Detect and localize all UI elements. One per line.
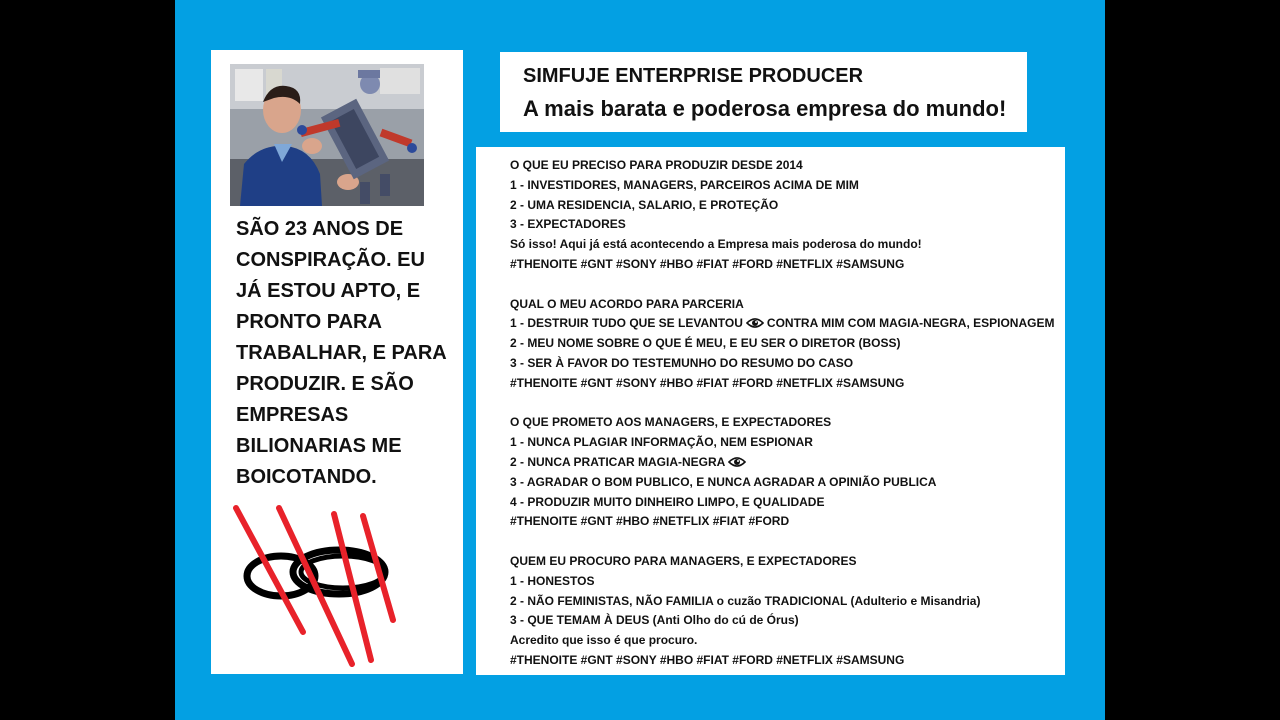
list-item: Acredito que isso é que procuro.: [510, 633, 698, 648]
list-item: 4 - PRODUZIR MUITO DINHEIRO LIMPO, E QUALIDADE: [510, 494, 825, 509]
eye-icon: [728, 455, 746, 475]
section-heading: QUAL O MEU ACORDO PARA PARCERIA: [510, 296, 744, 311]
title-company-name: SIMFUJE ENTERPRISE PRODUCER: [523, 65, 864, 87]
list-item: 3 - SER À FAVOR DO TESTEMUNHO DO RESUMO DO CASO: [510, 355, 854, 370]
hashtags: #THENOITE #GNT #SONY #HBO #FIAT #FORD #NETFLIX #SAMSUNG: [510, 256, 905, 271]
section-heading: O QUE PROMETO AOS MANAGERS, E EXPECTADORES: [510, 415, 832, 430]
list-item: 1 - NUNCA PLAGIAR INFORMAÇÃO, NEM ESPIONAR: [510, 435, 813, 450]
section-heading: O QUE EU PRECISO PARA PRODUZIR DESDE 2014: [510, 158, 803, 172]
content-list: [510, 156, 1060, 671]
hashtags: #THENOITE #GNT #HBO #NETFLIX #FIAT #FORD: [510, 514, 790, 529]
list-item-text: 1 - DESTRUIR TUDO QUE SE LEVANTOU: [510, 316, 743, 331]
list-item: 1 - INVESTIDORES, MANAGERS, PARCEIROS ACIMA DE MIM: [510, 177, 859, 192]
list-item: [510, 314, 1060, 334]
hashtags: #THENOITE #GNT #SONY #HBO #FIAT #FORD #NETFLIX #SAMSUNG: [510, 652, 905, 667]
list-item: 2 - NÃO FEMINISTAS, NÃO FAMILIA o cuzão TRADICIONAL (Adulterio e Misandria): [510, 593, 981, 608]
list-item: 2 - UMA RESIDENCIA, SALARIO, E PROTEÇÃO: [510, 197, 779, 212]
list-item-text: 2 - NUNCA PRATICAR MAGIA-NEGRA: [510, 454, 726, 469]
list-item-text: CONTRA MIM COM MAGIA-NEGRA, ESPIONAGEM: [766, 316, 1055, 331]
content-box: [476, 147, 1065, 675]
list-item: 2 - MEU NOME SOBRE O QUE É MEU, E EU SER O DIRETOR (BOSS): [510, 336, 901, 351]
list-item: 3 - QUE TEMAM À DEUS (Anti Olho do cú de Órus): [510, 613, 799, 628]
left-statement-text: SÃO 23 ANOS DE CONSPIRAÇÃO. EU JÁ ESTOU APTO, E PRONTO PARA TRABALHAR, E PARA PRODUZIR. E SÃO EMPRESAS BILIONARIAS ME BOICOTANDO.: [236, 218, 446, 488]
title-tagline: A mais barata e poderosa empresa do mundo!: [523, 96, 1007, 121]
hashtags: #THENOITE #GNT #SONY #HBO #FIAT #FORD #NETFLIX #SAMSUNG: [510, 375, 905, 390]
section-heading: QUEM EU PROCURO PARA MANAGERS, E EXPECTADORES: [510, 553, 857, 568]
photo-illustration: [230, 64, 424, 206]
left-panel: [211, 50, 463, 674]
list-item: Só isso! Aqui já está acontecendo a Empresa mais poderosa do mundo!: [510, 237, 922, 252]
title-box: [500, 52, 1027, 132]
list-item: 3 - EXPECTADORES: [510, 217, 626, 232]
crossed-out-eye-drawing: [231, 496, 441, 676]
list-item: 1 - HONESTOS: [510, 573, 595, 588]
list-item: 3 - AGRADAR O BOM PUBLICO, E NUNCA AGRADAR A OPINIÃO PUBLICA: [510, 474, 937, 489]
photo-man-with-robot-toy: [230, 64, 424, 206]
list-item: [510, 453, 1060, 473]
